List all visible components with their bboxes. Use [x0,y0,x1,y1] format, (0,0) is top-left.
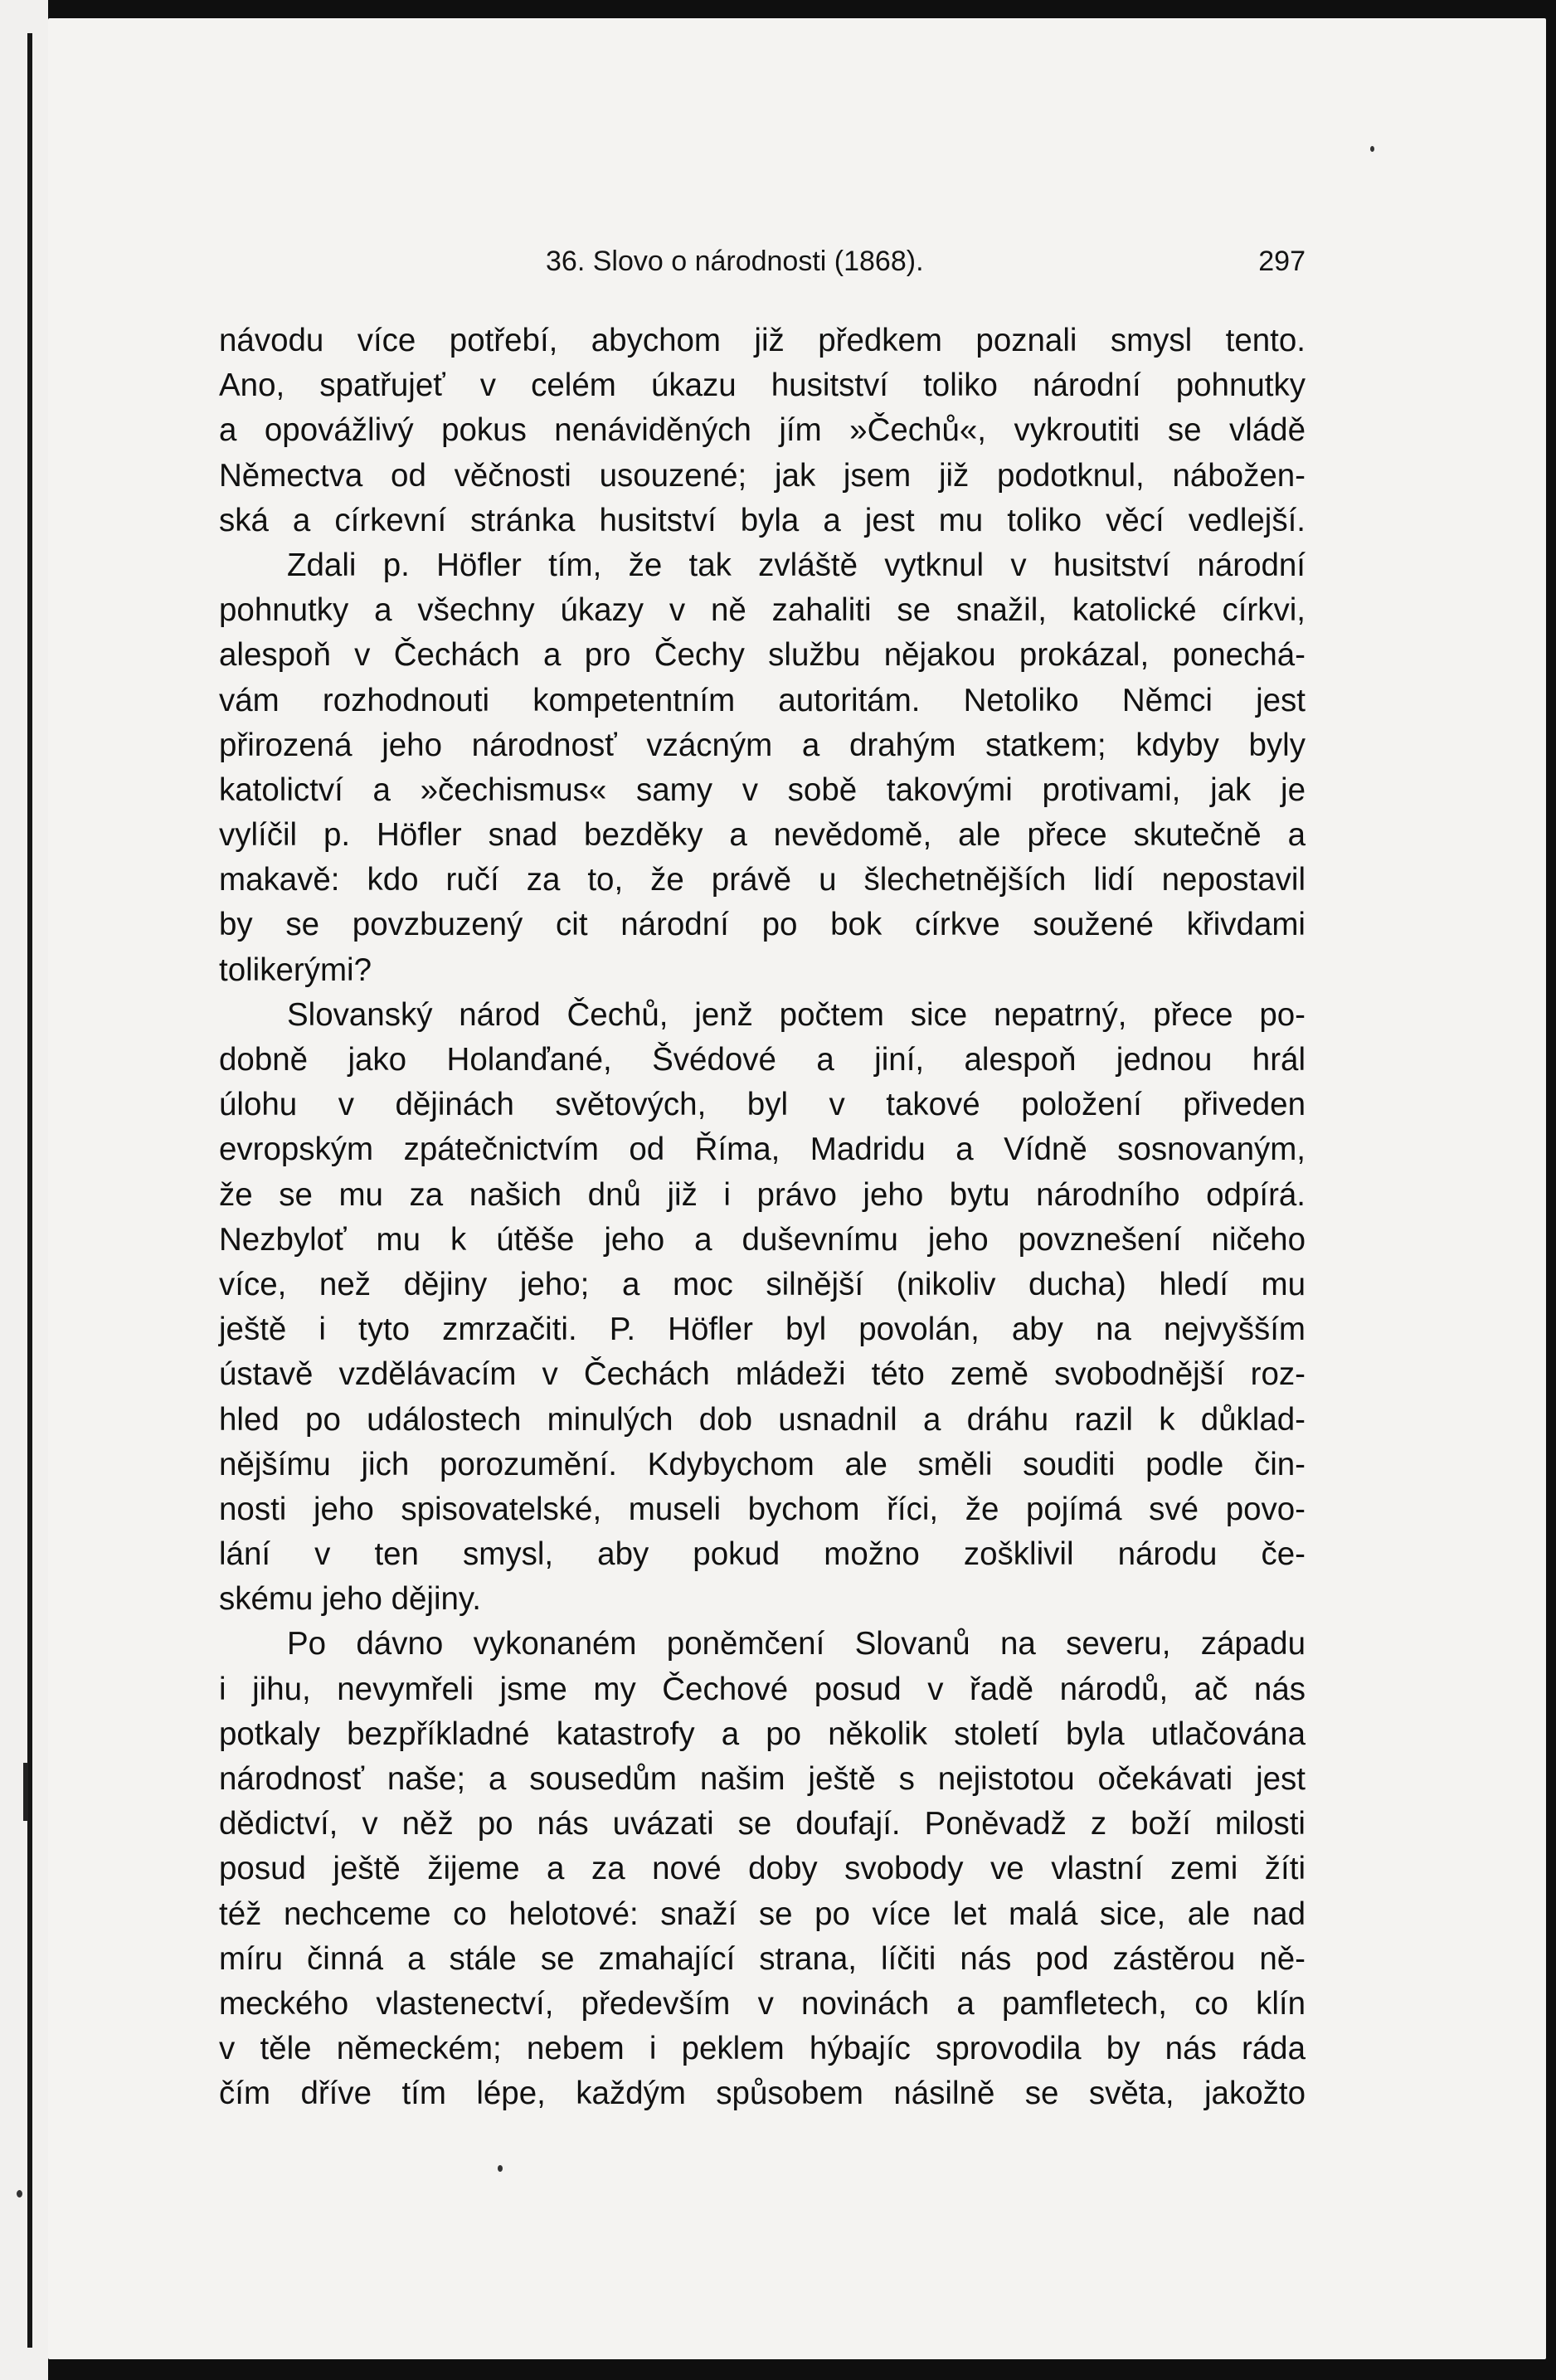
text-line: Slovanský národ Čechů, jenž počtem sice nepatrný, přece po- [287,996,1306,1033]
text-line: tolikerými? [219,952,372,988]
text-line: by se povzbuzený cit národní po bok církve soužené křivdami [219,907,1306,943]
text-line: alespoň v Čechách a pro Čechy službu nějakou prokázal, ponechá- [219,637,1306,674]
text-line: též nechceme co helotové: snaží se po více let malá sice, ale nad [219,1896,1306,1932]
text-line: že se mu za našich dnů již i právo jeho bytu národního odpírá. [219,1176,1306,1213]
running-header [219,246,1306,284]
text-line: nějšímu jich porozumění. Kdybychom ale směli souditi podle čin- [219,1446,1306,1482]
text-line: posud ještě žijeme a za nové doby svobody ve vlastní zemi žíti [219,1851,1306,1887]
text-line: Zdali p. Höfler tím, že tak zvláště vytknul v husitství národní [287,547,1306,583]
text-line: pohnutky a všechny úkazy v ně zahaliti se snažil, katolické církvi, [219,592,1306,629]
text-line: Po dávno vykonaném poněmčení Slovanů na severu, západu [287,1626,1306,1662]
text-line: dědictví, v něž po nás uvázati se doufají. Poněvadž z boží milosti [219,1806,1306,1842]
text-line: více, než dějiny jeho; a moc silnější (nikoliv ducha) hledí mu [219,1266,1306,1302]
binding-gutter-line [27,33,32,2348]
scan-speck [17,2190,22,2197]
text-line: vylíčil p. Höfler snad bezděky a nevědomě, ale přece skutečně a [219,817,1306,854]
text-line: a opovážlivý pokus nenáviděných jím »Čechů«, vykroutiti se vládě [219,412,1306,449]
text-line: ještě i tyto zmrzačiti. P. Höfler byl povolán, aby na nejvyšším [219,1312,1306,1348]
text-line: Nezbyloť mu k útěše jeho a duševnímu jeho povznešení ničeho [219,1221,1306,1258]
text-line: míru činná a stále se zmahající strana, líčiti nás pod zástěrou ně- [219,1940,1306,1977]
scan-speck [1370,146,1374,152]
scan-left-margin [0,0,48,2380]
text-line: meckého vlastenectví, především v novinách a pamfletech, co klín [219,1985,1306,2022]
running-title: 36. Slovo o národnosti (1868). [546,246,924,277]
text-line: hled po událostech minulých dob usnadnil a dráhu razil k důklad- [219,1401,1306,1438]
text-line: makavě: kdo ručí za to, že právě u šlechetnějších lidí nepostavil [219,862,1306,898]
page-number: 297 [1258,246,1306,277]
body-text [219,319,1306,2117]
text-line: katolictví a »čechismus« samy v sobě takovými protivami, jak je [219,771,1306,808]
text-line: lání v ten smysl, aby pokud možno zošklivil národu če- [219,1536,1306,1573]
text-line: v těle německém; nebem i peklem hýbajíc sprovodila by nás ráda [219,2031,1306,2067]
text-line: i jihu, nevymřeli jsme my Čechové posud v řadě národů, ač nás [219,1671,1306,1707]
text-line: ská a církevní stránka husitství byla a jest mu toliko věcí vedlejší. [219,502,1306,538]
text-line: přirozená jeho národnosť vzácným a drahým statkem; kdyby byly [219,727,1306,763]
text-line: vám rozhodnouti kompetentním autoritám. Netoliko Němci jest [219,682,1306,718]
text-line: skému jeho dějiny. [219,1581,482,1618]
text-line: Ano, spatřujeť v celém úkazu husitství toliko národní pohnutky [219,367,1306,404]
text-line: čím dříve tím lépe, každým spůsobem násilně se světa, jakožto [219,2076,1306,2112]
text-line: úlohu v dějinách světových, byl v takové položení přiveden [219,1087,1306,1123]
text-line: potkaly bezpříkladné katastrofy a po několik století byla utlačována [219,1716,1306,1752]
text-line: národnosť naše; a sousedům našim ještě s nejistotou očekávati jest [219,1761,1306,1797]
text-line: Němectva od věčnosti usouzené; jak jsem již podotknul, nábožen- [219,457,1306,494]
gutter-mark [23,1763,28,1821]
text-line: nosti jeho spisovatelské, museli bychom říci, že pojímá své povo- [219,1491,1306,1527]
scan-speck [498,2165,503,2172]
text-line: ústavě vzdělávacím v Čechách mládeži této země svobodnější roz- [219,1356,1306,1393]
text-line: evropským zpátečnictvím od Říma, Madridu a Vídně sosnovaným, [219,1132,1306,1168]
text-line: návodu více potřebí, abychom již předkem poznali smysl tento. [219,323,1306,358]
text-line: dobně jako Holanďané, Švédové a jiní, alespoň jednou hrál [219,1042,1306,1078]
